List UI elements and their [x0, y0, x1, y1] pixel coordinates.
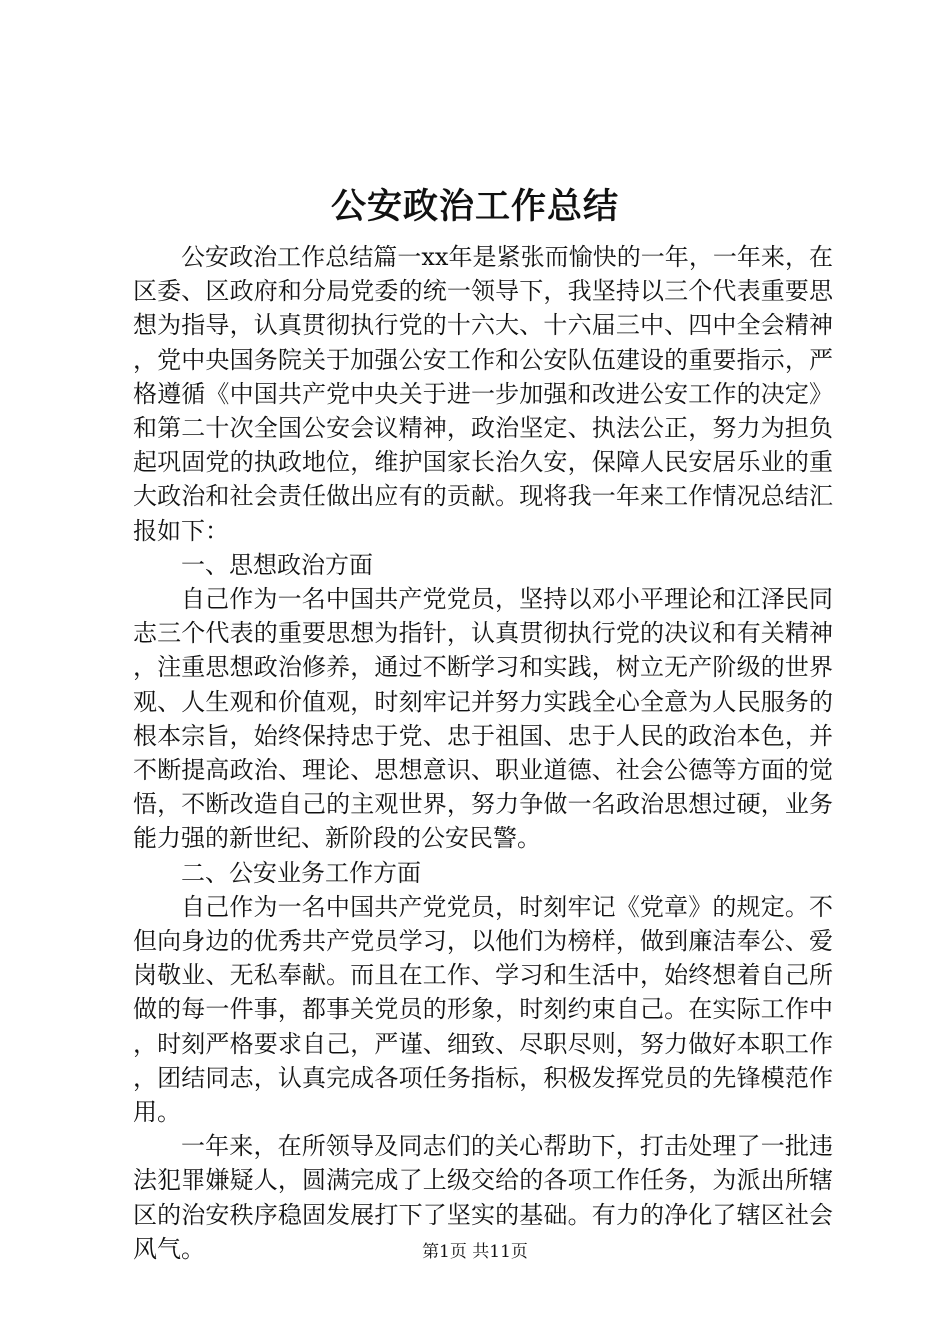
paragraph-achievements: 一年来，在所领导及同志们的关心帮助下，打击处理了一批违法犯罪嫌疑人，圆满完成了上级交给的各项工作任务，为派出所辖区的治安秩序稳固发展打下了坚实的基础。有力的净化了辖区社会风气。	[133, 1132, 833, 1263]
page-number-footer: 第1页 共11页	[422, 1242, 528, 1262]
paragraph-ideology: 自己作为一名中国共产党党员，坚持以邓小平理论和江泽民同志三个代表的重要思想为指针，认真贯彻执行党的决议和有关精神，注重思想政治修养，通过不断学习和实践，树立无产阶级的世界观、人生观和价值观，时刻牢记并努力实践全心全意为人民服务的根本宗旨，始终保持忠于党、忠于祖国、忠于人民的政治本色，并不断提高政治、理论、思想意识、职业道德、社会公德等方面的觉悟，不断改造自己的主观世界，努力争做一名政治思想过硬，业务能力强的新世纪、新阶段的公安民警。	[133, 585, 833, 853]
page-title: 公安政治工作总结	[330, 186, 619, 227]
section-heading-police-work: 二、公安业务工作方面	[181, 858, 421, 887]
section-heading-ideology: 一、思想政治方面	[181, 550, 373, 579]
paragraph-intro: 公安政治工作总结篇一xx年是紧张而愉快的一年，一年来，在区委、区政府和分局党委的统一领导下，我坚持以三个代表重要思想为指导，认真贯彻执行党的十六大、十六届三中、四中全会精神，党中央国务院关于加强公安工作和公安队伍建设的重要指示，严格遵循《中国共产党中央关于进一步加强和改进公安工作的决定》和第二十次全国公安会议精神，政治坚定、执法公正，努力为担负起巩固党的执政地位，维护国家长治久安，保障人民安居乐业的重大政治和社会责任做出应有的贡献。现将我一年来工作情况总结汇报如下：	[133, 243, 833, 545]
document-body	[133, 240, 833, 1266]
paragraph-police-work: 自己作为一名中国共产党党员，时刻牢记《党章》的规定。不但向身边的优秀共产党员学习，以他们为榜样，做到廉洁奉公、爱岗敬业、无私奉献。而且在工作、学习和生活中，始终想着自己所做的每一件事，都事关党员的形象，时刻约束自己。在实际工作中，时刻严格要求自己，严谨、细致、尽职尽则，努力做好本职工作，团结同志，认真完成各项任务指标，积极发挥党员的先锋模范作用。	[133, 892, 833, 1127]
